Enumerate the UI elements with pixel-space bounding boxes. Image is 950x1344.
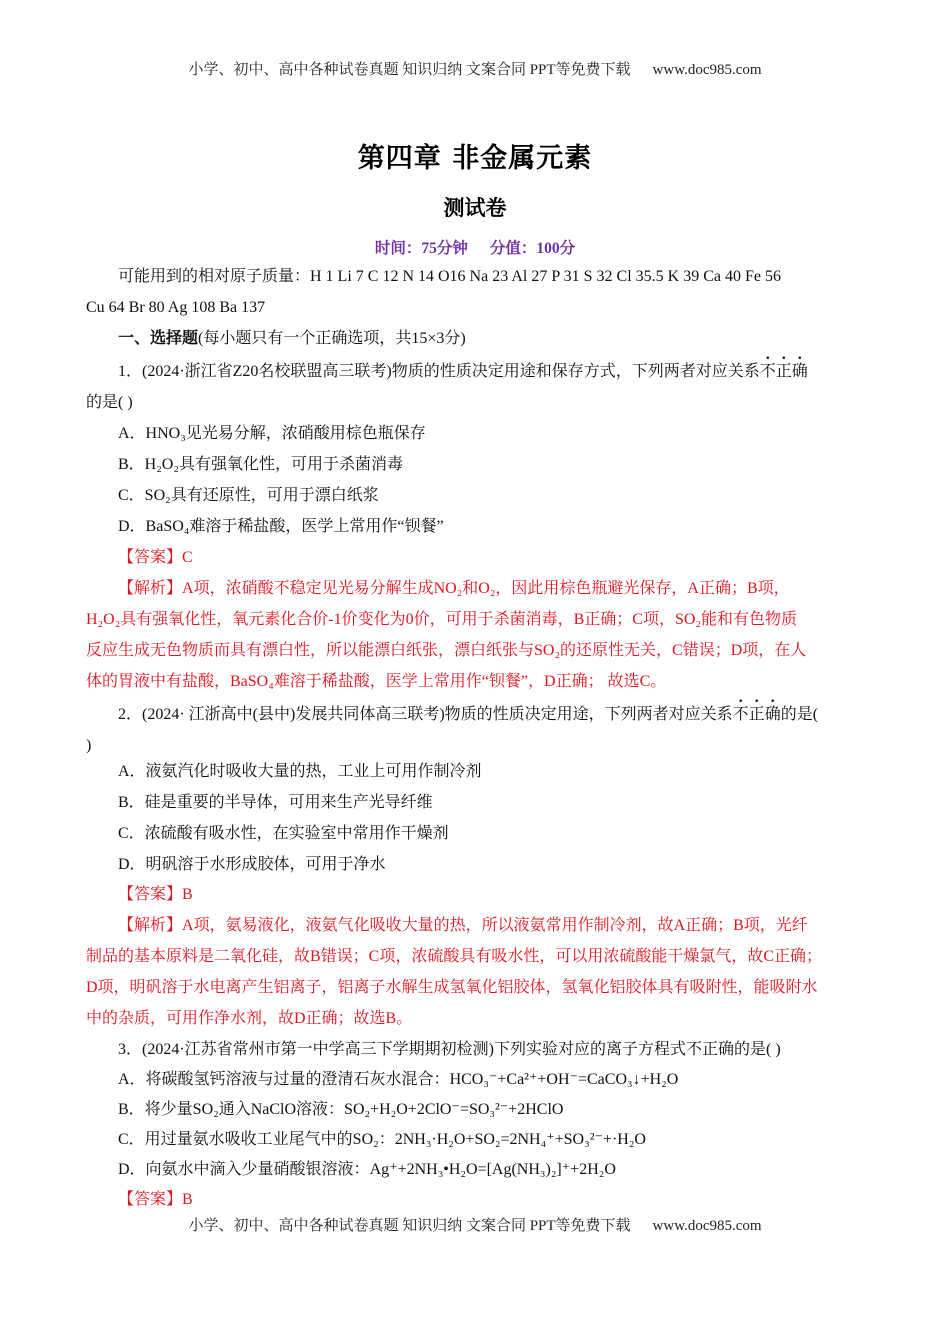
analysis-label: 【解析】 [118, 917, 183, 934]
section-note: (每小题只有一个正确选项，共15×3分) [198, 330, 466, 347]
page-title: 第四章 非金属元素 [357, 143, 593, 174]
footer-url[interactable]: www.doc985.com [652, 1218, 762, 1234]
option-equation: 2NH₃·H₂O+SO₂=2NH₄⁺+SO₃²⁻+·H₂O [394, 1131, 646, 1148]
answer-label: 【答案】 [118, 549, 183, 566]
emphasis-mark: 确 [791, 363, 808, 380]
analysis-text: A项，浓硝酸不稳定见光易分解生成NO₂和O₂，因此用棕色瓶避光保存，A正确；B项， [182, 580, 790, 597]
atomic-mass-line2: Cu 64 Br 80 Ag 108 Ba 137 [86, 299, 266, 316]
option-text: B．将少量SO₂通入NaClO溶液： [118, 1101, 345, 1118]
emphasis-mark: 正 [775, 363, 792, 380]
atomic-mass-line1: 可能用到的相对原子质量：H 1 Li 7 C 12 N 14 O16 Na 23 Al 27 P 31 S 32 Cl 35.5 K 39 Ca 40 Fe 56 [118, 268, 781, 285]
footer-banner: 小学、初中、高中各种试卷真题 知识归纳 文案合同 PPT等免费下载 [188, 1218, 631, 1234]
option-text: C．用过量氨水吸收工业尾气中的SO₂： [118, 1131, 395, 1148]
q3-answer [118, 1190, 193, 1210]
option-equation: Ag⁺+2NH₃•H₂O=[Ag(NH₃)₂]⁺+2H₂O [369, 1161, 616, 1178]
q1-analysis-line3: 反应生成无色物质而具有漂白性，所以能漂白纸张，漂白纸张与SO₂的还原性无关，C错误；D项，在人 [86, 642, 807, 659]
exam-time: 时间：75分钟 [374, 240, 468, 257]
q2-stem-line1 [118, 705, 818, 725]
q1-option-c: C．SO₂具有还原性，可用于漂白纸浆 [118, 487, 379, 504]
q1-option-a: A．HNO₃见光易分解，浓硝酸用棕色瓶保存 [118, 425, 426, 442]
option-equation: SO₂+H₂O+2ClO⁻=SO₃²⁻+2HClO [344, 1101, 564, 1118]
q3-option-c [118, 1130, 646, 1150]
header-banner: 小学、初中、高中各种试卷真题 知识归纳 文案合同 PPT等免费下载 [188, 62, 631, 78]
answer-label: 【答案】 [118, 1191, 183, 1208]
q1-analysis-line2: H₂O₂具有强氧化性，氧元素化合价-1价变化为0价，可用于杀菌消毒，B正确；C项，SO₂能和有色物质 [86, 611, 797, 628]
analysis-label: 【解析】 [118, 580, 183, 597]
q3-option-b [118, 1100, 563, 1120]
q1-option-d: D．BaSO₄难溶于稀盐酸，医学上常用作“钡餐” [118, 518, 444, 535]
q2-analysis-line2: 制品的基本原料是二氧化硅，故B错误；C项，浓硫酸具有吸水性，可以用浓硫酸能干燥氯气，故C正确； [86, 948, 823, 965]
emphasis-mark: 正 [748, 706, 765, 723]
q1-answer [118, 548, 193, 568]
q2-analysis-line4: 中的杂质，可用作净水剂，故D正确；故选B。 [86, 1010, 413, 1027]
q2-analysis-line3: D项，明矾溶于水电离产生铝离子，铝离子水解生成氢氧化铝胶体，氢氧化铝胶体具有吸附性，能吸附水 [86, 979, 818, 996]
q1-stem-text: 1．(2024·浙江省Z20名校联盟高三联考)物质的性质决定用途和保存方式，下列两者对应关系 [118, 363, 760, 380]
q2-stem-line2: ) [86, 737, 92, 754]
q1-analysis-line1 [118, 579, 790, 599]
q2-analysis-line1 [118, 916, 808, 936]
answer-value: B [182, 1191, 193, 1208]
q2-option-d: D．明矾溶于水形成胶体，可用于净水 [118, 856, 386, 873]
q3-stem: 3．(2024·江苏省常州市第一中学高三下学期期初检测)下列实验对应的离子方程式不正确的是( ) [118, 1041, 781, 1058]
q3-option-d [118, 1160, 616, 1180]
q2-option-c: C．浓硫酸有吸水性，在实验室中常用作干燥剂 [118, 825, 449, 842]
analysis-text: A项，氨易液化，液氨气化吸收大量的热，所以液氨常用作制冷剂，故A正确；B项，光纤 [182, 917, 808, 934]
q2-option-b: B．硅是重要的半导体，可用来生产光导纤维 [118, 794, 433, 811]
q1-stem-line2: 的是( ) [86, 394, 133, 411]
section-title: 一、选择题 [118, 330, 199, 347]
section-heading [118, 329, 466, 349]
emphasis-mark: 不 [759, 363, 776, 380]
exam-score: 分值：100分 [489, 240, 576, 257]
header-url[interactable]: www.doc985.com [652, 62, 762, 78]
answer-value: C [182, 549, 193, 566]
q2-answer [118, 885, 193, 905]
option-text: D．向氨水中滴入少量硝酸银溶液： [118, 1161, 370, 1178]
option-equation: HCO₃⁻+Ca²⁺+OH⁻=CaCO₃↓+H₂O [449, 1071, 679, 1088]
page-header [0, 58, 950, 79]
q1-analysis-line4: 体的胃液中有盐酸，BaSO₄难溶于稀盐酸，医学上常用作“钡餐”，D正确； 故选C。 [86, 673, 667, 690]
page-subtitle: 测试卷 [443, 196, 507, 220]
q3-option-a [118, 1070, 678, 1090]
emphasis-mark: 不 [732, 706, 749, 723]
q2-option-a: A．液氨汽化时吸收大量的热，工业上可用作制冷剂 [118, 763, 482, 780]
option-text: A．将碳酸氢钙溶液与过量的澄清石灰水混合： [118, 1071, 450, 1088]
q1-stem-line1 [118, 362, 808, 382]
answer-label: 【答案】 [118, 886, 183, 903]
exam-meta [0, 236, 950, 258]
q1-option-b: B．H₂O₂具有强氧化性，可用于杀菌消毒 [118, 456, 403, 473]
answer-value: B [182, 886, 193, 903]
page-footer [0, 1214, 950, 1235]
emphasis-mark: 确 [764, 706, 781, 723]
q2-stem-tail: 的是( [780, 706, 819, 723]
q2-stem-text: 2．(2024· 江浙高中(县中)发展共同体高三联考)物质的性质决定用途，下列两者对应关系 [118, 706, 733, 723]
